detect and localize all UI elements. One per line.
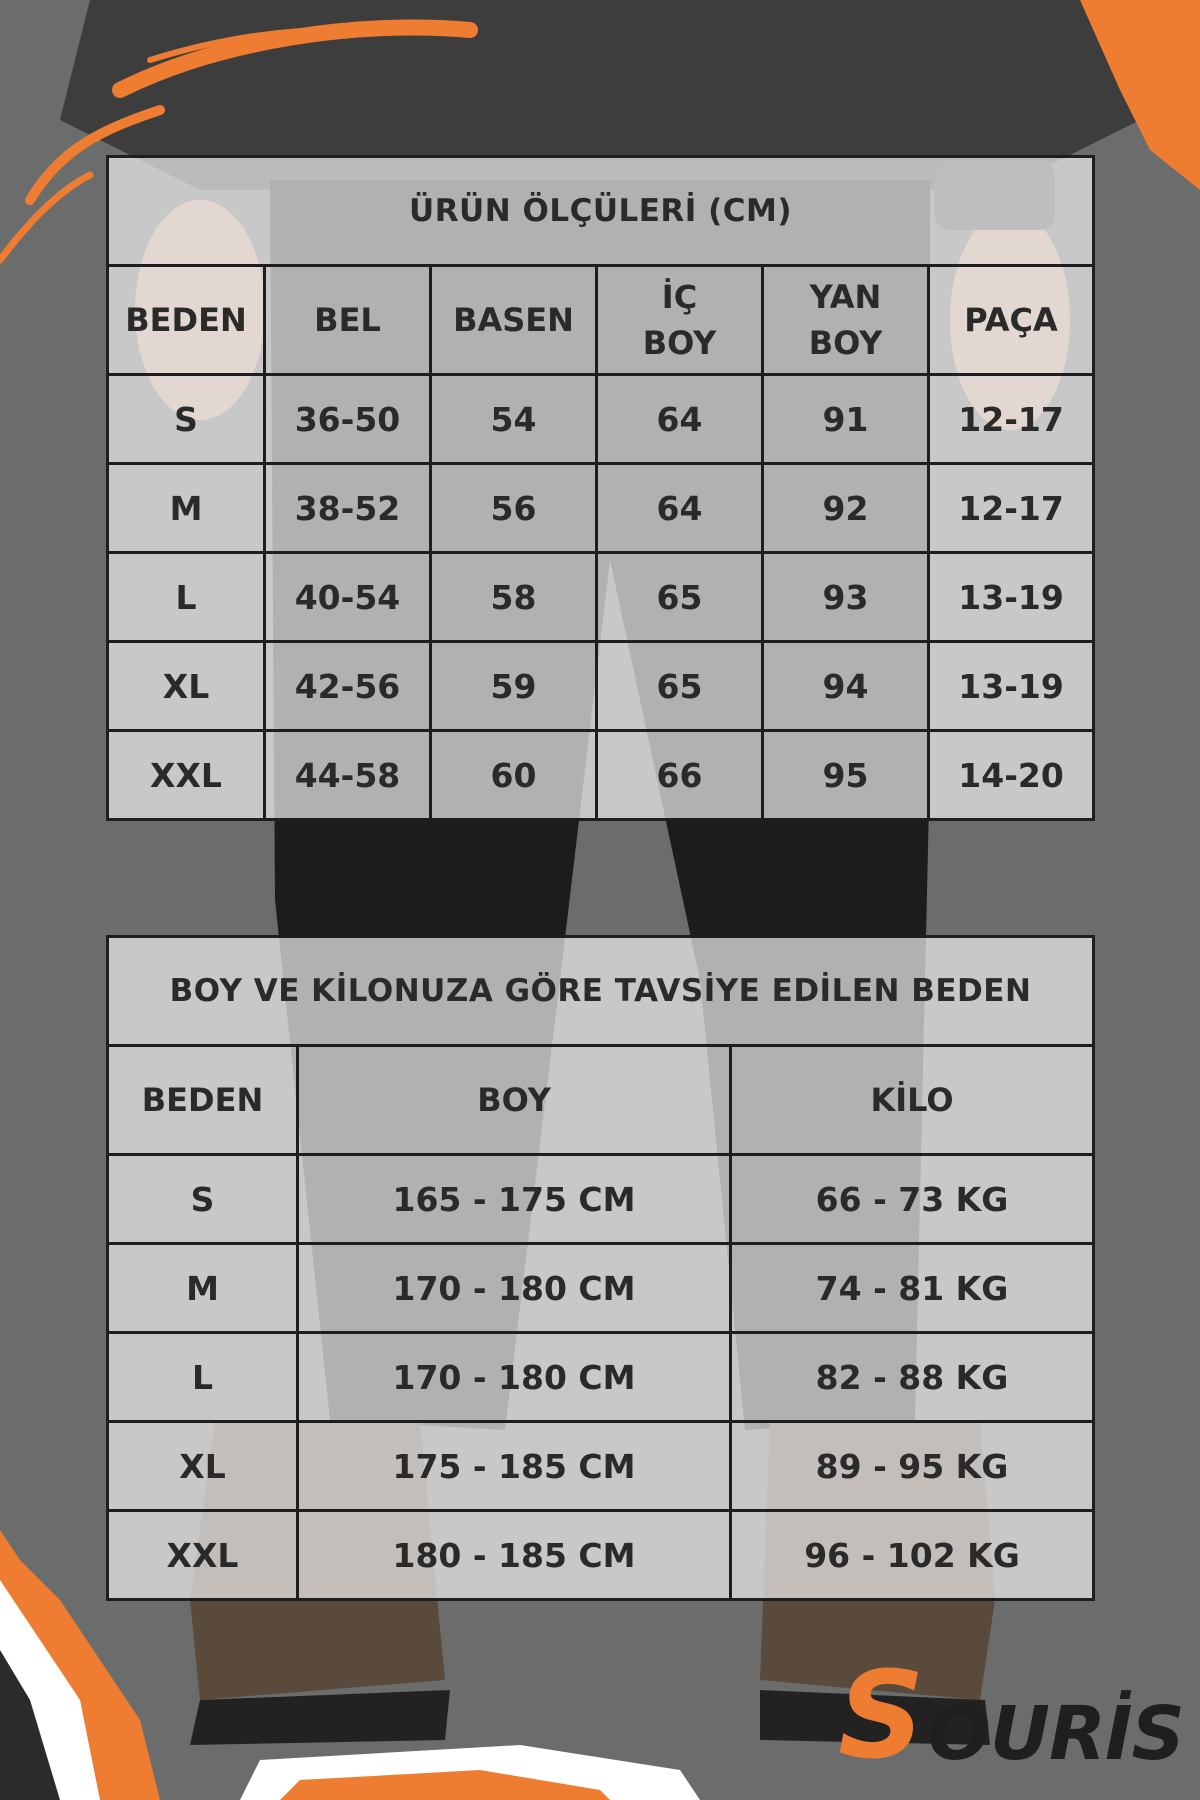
logo-text: OURİS xyxy=(928,1691,1184,1777)
cell-weight: 66 - 73 KG xyxy=(731,1155,1094,1244)
header-bel: BEL xyxy=(265,266,431,375)
cell-size: L xyxy=(108,553,265,642)
cell-bel: 38-52 xyxy=(265,464,431,553)
cell-size: XL xyxy=(108,1422,298,1511)
header-beden: BEDEN xyxy=(108,1046,298,1155)
cell-weight: 96 - 102 KG xyxy=(731,1511,1094,1600)
cell-height: 170 - 180 CM xyxy=(298,1244,731,1333)
cell-size: M xyxy=(108,1244,298,1333)
table-row xyxy=(108,1155,1094,1244)
table-row xyxy=(108,642,1094,731)
product-table-header-row xyxy=(108,266,1094,375)
cell-yan-boy: 93 xyxy=(763,553,929,642)
cell-height: 175 - 185 CM xyxy=(298,1422,731,1511)
cell-bel: 44-58 xyxy=(265,731,431,820)
cell-yan-boy: 92 xyxy=(763,464,929,553)
product-measurements-table xyxy=(106,155,1095,821)
cell-yan-boy: 95 xyxy=(763,731,929,820)
header-yan-boy: YAN BOY xyxy=(763,266,929,375)
header-basen: BASEN xyxy=(431,266,597,375)
brand-logo xyxy=(830,1647,1195,1786)
cell-ic-boy: 66 xyxy=(597,731,763,820)
cell-size: XL xyxy=(108,642,265,731)
table-row xyxy=(108,1422,1094,1511)
cell-paca: 14-20 xyxy=(929,731,1094,820)
cell-basen: 60 xyxy=(431,731,597,820)
product-table-title: ÜRÜN ÖLÇÜLERİ (CM) xyxy=(108,157,1094,266)
cell-height: 165 - 175 CM xyxy=(298,1155,731,1244)
cell-basen: 54 xyxy=(431,375,597,464)
cell-size: XXL xyxy=(108,731,265,820)
cell-ic-boy: 65 xyxy=(597,553,763,642)
table-row xyxy=(108,731,1094,820)
recommend-table-title: BOY VE KİLONUZA GÖRE TAVSİYE EDİLEN BEDEN xyxy=(108,937,1094,1046)
cell-weight: 89 - 95 KG xyxy=(731,1422,1094,1511)
cell-bel: 42-56 xyxy=(265,642,431,731)
header-kilo: KİLO xyxy=(731,1046,1094,1155)
cell-size: S xyxy=(108,375,265,464)
cell-paca: 13-19 xyxy=(929,642,1094,731)
cell-paca: 13-19 xyxy=(929,553,1094,642)
cell-size: L xyxy=(108,1333,298,1422)
logo-letter-s: S xyxy=(838,1647,925,1786)
cell-weight: 74 - 81 KG xyxy=(731,1244,1094,1333)
recommend-table-header-row xyxy=(108,1046,1094,1155)
table-row xyxy=(108,1511,1094,1600)
cell-paca: 12-17 xyxy=(929,464,1094,553)
product-table-title-row xyxy=(108,157,1094,266)
cell-bel: 40-54 xyxy=(265,553,431,642)
cell-size: XXL xyxy=(108,1511,298,1600)
table-row xyxy=(108,375,1094,464)
cell-weight: 82 - 88 KG xyxy=(731,1333,1094,1422)
cell-size: S xyxy=(108,1155,298,1244)
cell-ic-boy: 64 xyxy=(597,375,763,464)
cell-yan-boy: 94 xyxy=(763,642,929,731)
recommended-size-table xyxy=(106,935,1095,1601)
cell-ic-boy: 64 xyxy=(597,464,763,553)
cell-yan-boy: 91 xyxy=(763,375,929,464)
table-row xyxy=(108,464,1094,553)
cell-basen: 58 xyxy=(431,553,597,642)
cell-paca: 12-17 xyxy=(929,375,1094,464)
cell-bel: 36-50 xyxy=(265,375,431,464)
cell-ic-boy: 65 xyxy=(597,642,763,731)
cell-size: M xyxy=(108,464,265,553)
table-row xyxy=(108,1333,1094,1422)
recommend-table-title-row xyxy=(108,937,1094,1046)
header-boy: BOY xyxy=(298,1046,731,1155)
cell-basen: 59 xyxy=(431,642,597,731)
table-row xyxy=(108,553,1094,642)
cell-height: 170 - 180 CM xyxy=(298,1333,731,1422)
header-paca: PAÇA xyxy=(929,266,1094,375)
cell-height: 180 - 185 CM xyxy=(298,1511,731,1600)
table-row xyxy=(108,1244,1094,1333)
header-beden: BEDEN xyxy=(108,266,265,375)
header-ic-boy: İÇ BOY xyxy=(597,266,763,375)
cell-basen: 56 xyxy=(431,464,597,553)
